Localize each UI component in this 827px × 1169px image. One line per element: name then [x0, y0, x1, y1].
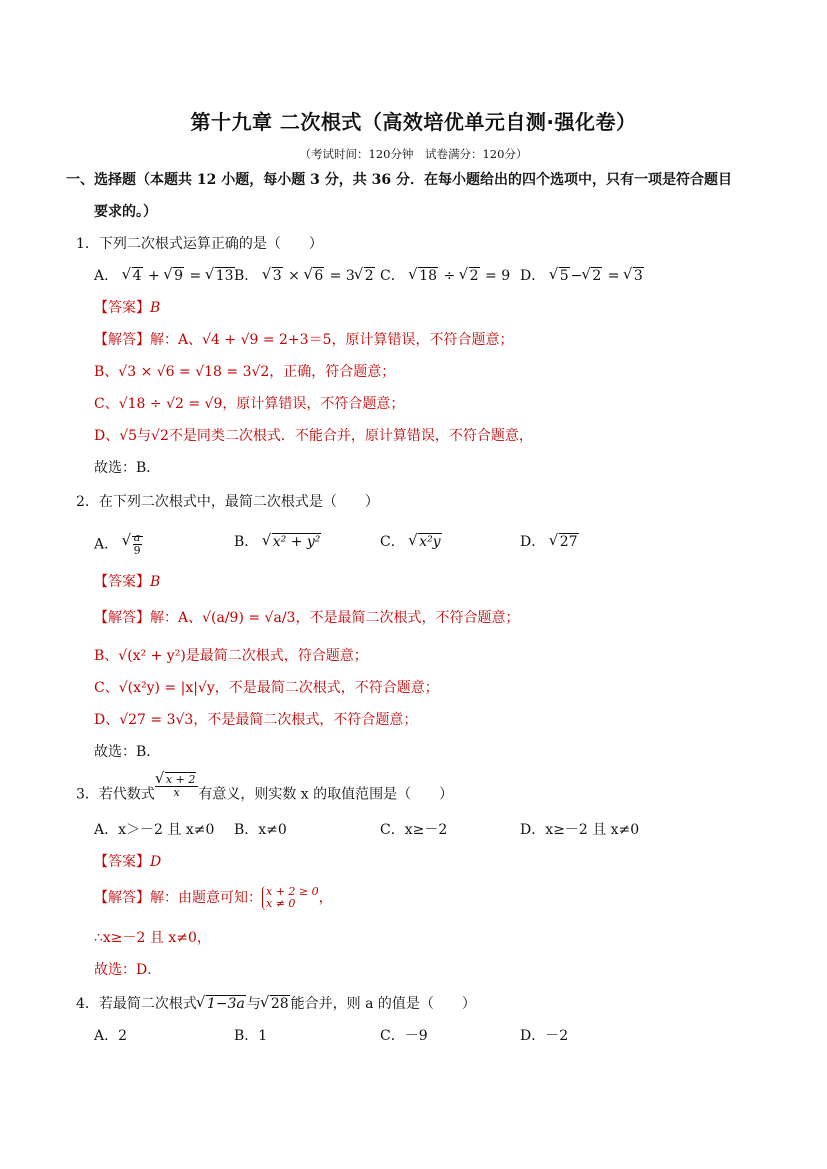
answer-value: B	[150, 574, 161, 590]
stem-text: 有意义，则实数 x 的取值范围是（ ）	[198, 786, 454, 803]
q3-option-a[interactable]: A．x＞－2 且 x≠0	[94, 822, 215, 838]
option-label: A．	[94, 536, 119, 553]
radicand: x²y	[419, 534, 441, 550]
analysis-tag: 【解答】	[94, 332, 150, 348]
page-title: 第十九章 二次根式（高效培优单元自测·强化卷）	[190, 110, 637, 134]
analysis-text: ，	[318, 890, 333, 906]
q2-option-d[interactable]	[520, 532, 580, 552]
option-label: C．	[380, 534, 405, 550]
radicand: 13	[215, 268, 234, 284]
q4-option-d[interactable]: D．－2	[520, 1028, 569, 1044]
analysis-text: 解：由题意可知：	[150, 890, 262, 906]
denominator: x	[173, 786, 180, 799]
option-label: D．	[520, 268, 546, 284]
q2-option-b[interactable]	[234, 532, 322, 552]
q2-conclusion: 故选：B．	[94, 744, 161, 760]
q2-analysis-line	[94, 608, 519, 628]
q2-option-c[interactable]	[380, 532, 443, 552]
q1-option-d[interactable]: D． √ 5 −√ 2 = √ 3	[520, 266, 645, 286]
denominator: 9	[133, 544, 141, 557]
q1-option-b[interactable]: B． √ 3 × √ 6 = 3√ 2	[234, 266, 376, 286]
analysis-tag: 【解答】	[94, 890, 150, 906]
answer-value: D	[150, 854, 162, 870]
q1-option-c[interactable]: C． √ 18 ÷ √ 2 = 9	[380, 266, 510, 286]
section-heading-line2: 要求的。）	[94, 204, 157, 220]
q4-option-a[interactable]: A．2	[94, 1028, 128, 1044]
q3-option-b[interactable]: B．x≠0	[234, 822, 287, 838]
radicand: 1−3a	[206, 996, 245, 1012]
result: 9	[501, 268, 511, 284]
q4-option-b[interactable]: B．1	[234, 1028, 268, 1044]
q1-analysis-line: D、√5与√2不是同类二次根式．不能合并，原计算错误，不符合题意，	[94, 428, 533, 444]
radicand: x² + y²	[272, 534, 321, 550]
radicand: 3	[272, 268, 282, 284]
radicand: 18	[419, 268, 437, 284]
answer-value: B	[150, 300, 161, 316]
q2-analysis-line: C、√(x²y) = |x|√y，不是最简二次根式，不符合题意；	[94, 680, 439, 696]
answer-tag: 【答案】	[94, 854, 150, 870]
q3-option-c[interactable]: C．x≥－2	[380, 822, 448, 838]
q3-option-d[interactable]: D．x≥－2 且 x≠0	[520, 822, 640, 838]
radicand: 9	[174, 268, 184, 284]
option-label: B．	[234, 268, 259, 284]
stem-text: 4．若最简二次根式	[76, 996, 197, 1012]
radicand: 4	[132, 268, 142, 284]
numerator: √ a	[133, 531, 141, 544]
q1-analysis-line: B、√3 × √6 = √18 = 3√2，正确，符合题意；	[94, 364, 396, 380]
q3-analysis-line	[94, 886, 333, 910]
answer-tag: 【答案】	[94, 574, 150, 590]
radicand: 2	[469, 268, 479, 284]
answer-tag: 【答案】	[94, 300, 150, 316]
q3-stem	[76, 773, 454, 807]
radicand: 27	[559, 534, 578, 550]
q1-answer	[94, 298, 160, 318]
q1-option-a[interactable]: A． √ 4 + √ 9 = √ 13	[94, 266, 236, 286]
exam-info: （考试时间：120分钟 试卷满分：120分）	[299, 147, 528, 161]
q3-answer	[94, 852, 161, 872]
q1-analysis-line	[94, 330, 513, 350]
q2-option-a[interactable]	[94, 532, 144, 557]
q3-analysis-line: ∴x≥－2 且 x≠0，	[94, 930, 211, 946]
q1-analysis-line: C、√18 ÷ √2 = √9，原计算错误，不符合题意；	[94, 396, 405, 412]
radicand: x + 2	[165, 773, 196, 786]
stem-text: 能合并，则 a 的值是（ ）	[290, 996, 476, 1012]
q2-analysis-line: B、√(x² + y²)是最简二次根式，符合题意；	[94, 648, 368, 664]
radicand: 2	[592, 268, 602, 284]
coefficient: 3	[345, 268, 355, 284]
analysis-tag: 【解答】	[94, 610, 150, 626]
radicand: 6	[314, 268, 324, 284]
q2-analysis-line: D、√27 = 3√3，不是最简二次根式，不符合题意；	[94, 712, 418, 728]
q1-stem: 1．下列二次根式运算正确的是（ ）	[76, 236, 323, 252]
stem-text: 与	[246, 996, 261, 1012]
q3-conclusion: 故选：D．	[94, 962, 162, 978]
analysis-text: 解：A、√4 + √9 = 2+3＝5，原计算错误，不符合题意；	[150, 332, 514, 348]
inequality-system	[262, 886, 319, 910]
analysis-text: 解：A、√(a/9) = √a/3，不是最简二次根式，不符合题意；	[150, 610, 520, 626]
option-label: C．	[380, 268, 405, 284]
option-label: B．	[234, 534, 259, 550]
inequality: x + 2 ≥ 0	[266, 885, 319, 898]
q4-option-c[interactable]: C．－9	[380, 1028, 428, 1044]
q2-answer	[94, 572, 160, 592]
radicand: 28	[270, 996, 289, 1012]
inequality: x ≠ 0	[266, 897, 296, 910]
radicand: 5	[559, 268, 569, 284]
section-heading-line1: 一、选择题（本题共 12 小题，每小题 3 分，共 36 分．在每小题给出的四个选项中，只有一项是符合题目	[66, 172, 732, 188]
q1-conclusion: 故选：B．	[94, 460, 161, 476]
q2-stem: 2．在下列二次根式中，最简二次根式是（ ）	[76, 494, 379, 510]
option-label: D．	[520, 534, 546, 550]
stem-text: 3．若代数式	[76, 786, 155, 803]
radicand: 2	[364, 268, 374, 284]
option-label: A．	[94, 268, 119, 284]
q4-stem	[76, 994, 476, 1014]
radicand: 3	[633, 268, 643, 284]
